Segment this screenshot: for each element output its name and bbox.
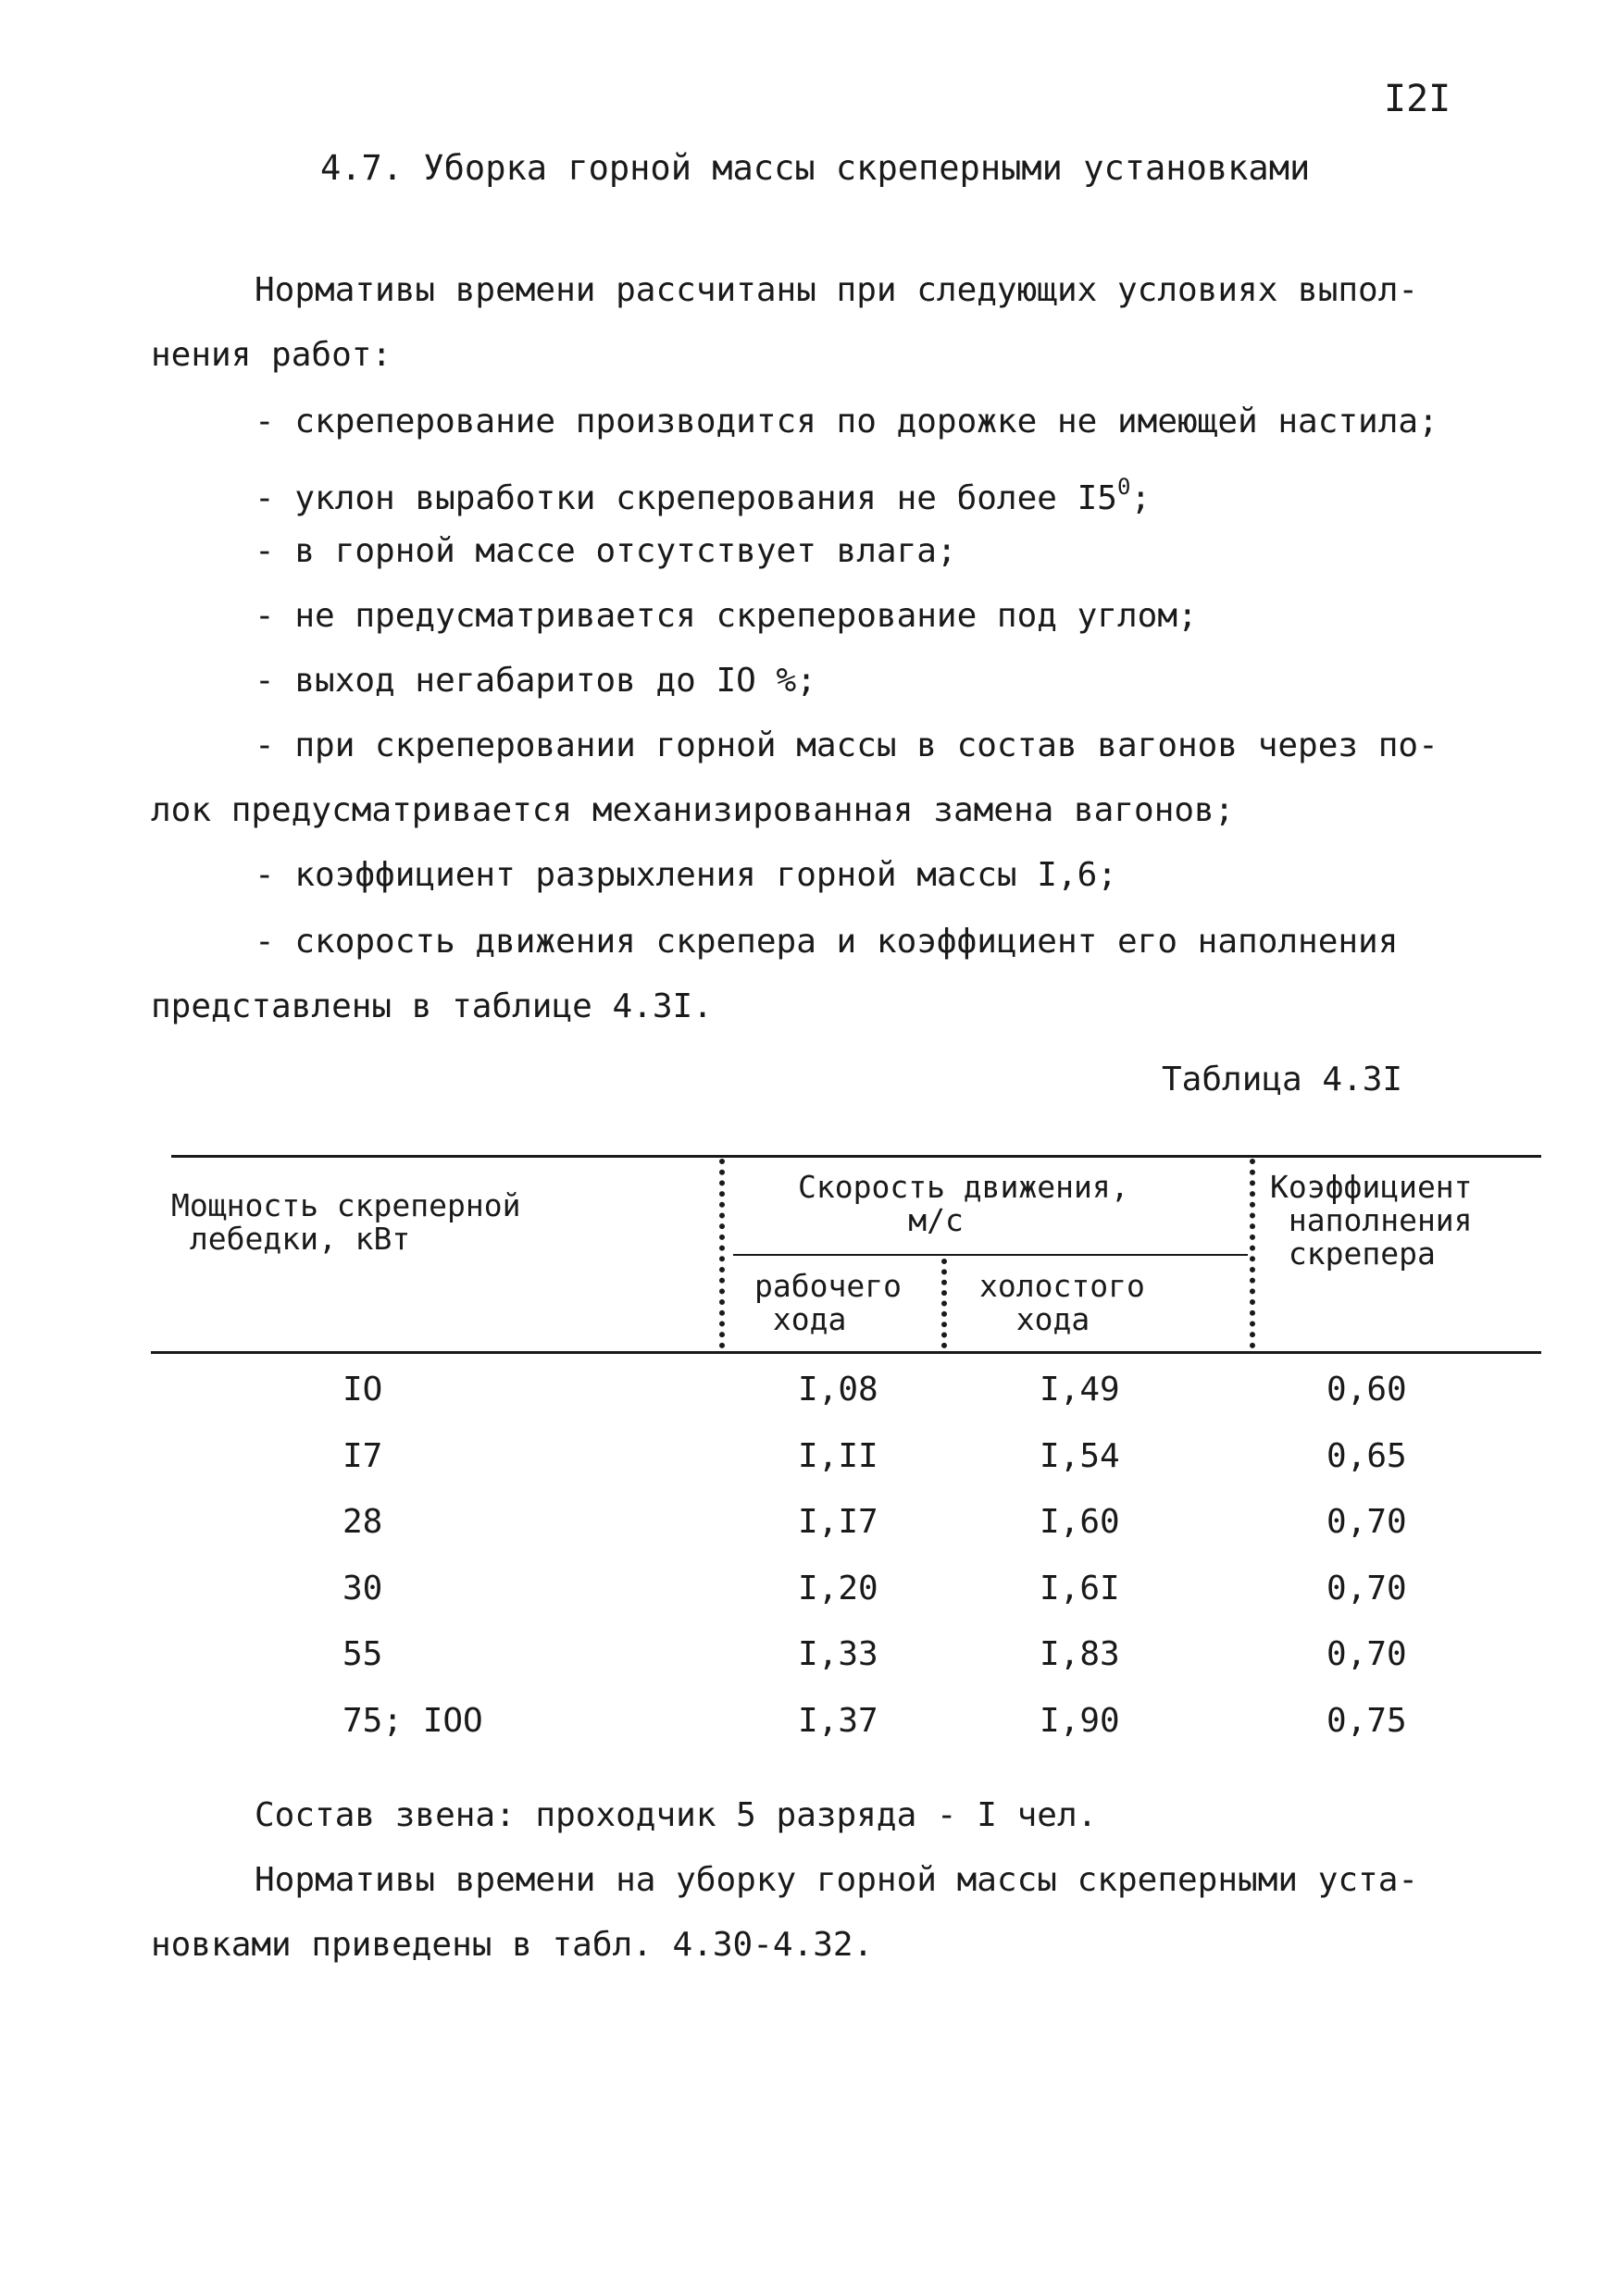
cell-fill-coefficient: 0,60 [1326, 1371, 1407, 1409]
condition-6-line-2: лок предусматривается механизированная замена вагонов; [151, 791, 1235, 829]
table-subheader-rule [733, 1254, 1248, 1256]
column-divider-2 [941, 1259, 947, 1348]
cell-power: 30 [342, 1570, 383, 1607]
cell-idle-speed: I,83 [1040, 1635, 1120, 1673]
header-power: Мощность скреперной лебедки, кВт [171, 1187, 521, 1257]
cell-power: 28 [342, 1503, 383, 1541]
condition-3: - в горной массе отсутствует влага; [255, 532, 957, 570]
condition-2: - уклон выработки скреперования не более $I5^0$; [255, 474, 1152, 517]
table-top-rule [171, 1155, 1541, 1158]
cell-fill-coefficient: 0,70 [1326, 1503, 1407, 1541]
intro-line-2: нения работ: [151, 336, 392, 374]
crew-composition: Состав звена: проходчик 5 разряда - I чел. [255, 1796, 1098, 1834]
cell-fill-coefficient: 0,65 [1326, 1437, 1407, 1475]
cell-power: 55 [342, 1635, 383, 1673]
cell-fill-coefficient: 0,70 [1326, 1635, 1407, 1673]
condition-8-line-2: представлены в таблице 4.3I. [151, 987, 713, 1025]
cell-working-speed: I,I7 [798, 1503, 878, 1541]
cell-working-speed: I,08 [798, 1371, 878, 1409]
header-idle-stroke: холостого хода [979, 1268, 1145, 1337]
header-speed: Скорость движения, м/с [798, 1169, 1129, 1238]
condition-1: - скреперование производится по дорожке не имеющей настила; [255, 403, 1438, 441]
cell-idle-speed: I,90 [1040, 1702, 1120, 1740]
cell-working-speed: I,II [798, 1437, 878, 1475]
condition-8-line-1: - скорость движения скрепера и коэффициент его наполнения [255, 923, 1399, 961]
table-caption: Таблица 4.3I [1162, 1061, 1403, 1098]
cell-working-speed: I,33 [798, 1635, 878, 1673]
condition-5: - выход негабаритов до IO %; [255, 662, 816, 700]
header-working-stroke: рабочего хода [754, 1268, 902, 1337]
page-number: I2I [1384, 78, 1451, 120]
cell-power: I7 [342, 1437, 383, 1475]
cell-working-speed: I,20 [798, 1570, 878, 1607]
cell-idle-speed: I,54 [1040, 1437, 1120, 1475]
header-fill-coefficient: Коэффициент наполнения скрепера [1270, 1169, 1473, 1272]
cell-fill-coefficient: 0,75 [1326, 1702, 1407, 1740]
condition-7: - коэффициент разрыхления горной массы I,6; [255, 856, 1117, 894]
condition-4: - не предусматривается скреперование под углом; [255, 597, 1198, 635]
intro-line-1: Нормативы времени рассчитаны при следующих условиях выпол- [255, 271, 1419, 309]
column-divider-3 [1250, 1159, 1255, 1348]
cell-idle-speed: I,60 [1040, 1503, 1120, 1541]
column-divider-1 [719, 1159, 725, 1348]
cell-power: 75; IOO [342, 1702, 483, 1740]
cell-power: IO [342, 1371, 383, 1409]
cell-working-speed: I,37 [798, 1702, 878, 1740]
footer-line-1: Нормативы времени на уборку горной массы скреперными уста- [255, 1861, 1419, 1899]
table-header-bottom-rule [151, 1351, 1541, 1354]
cell-idle-speed: I,6I [1040, 1570, 1120, 1607]
condition-6-line-1: - при скреперовании горной массы в состав вагонов через по- [255, 726, 1438, 764]
footer-line-2: новками приведены в табл. 4.30-4.32. [151, 1926, 874, 1964]
cell-fill-coefficient: 0,70 [1326, 1570, 1407, 1607]
section-heading: 4.7. Уборка горной массы скреперными установками [320, 148, 1311, 188]
cell-idle-speed: I,49 [1040, 1371, 1120, 1409]
